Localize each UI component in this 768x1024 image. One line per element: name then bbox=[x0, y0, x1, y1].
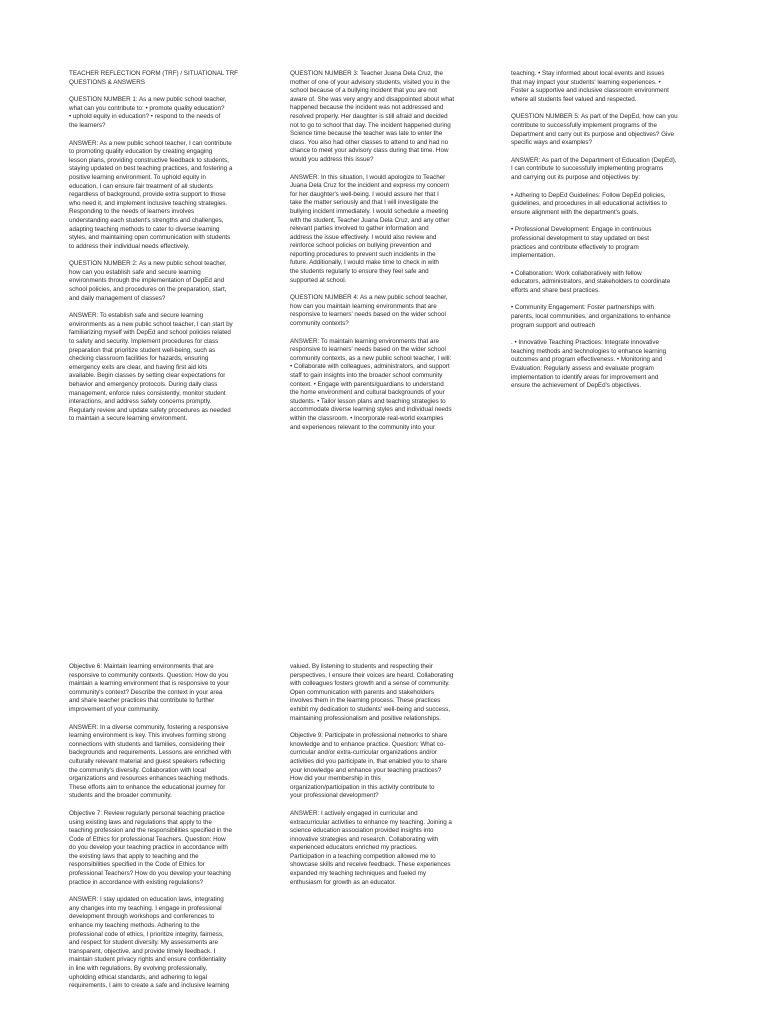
page1-column-2 bbox=[290, 70, 479, 441]
answer-2: ANSWER: To establish safe and secure learning environments as a new public school teacher, I can start by familiarizing myself with DepEd and school policies related to safety and security. Implement procedures for class preparation that prioritize student well-being, such as checking classroom facilities for hazards, ensuring emergency exits are clear, and having first aid kits available. Begin classes by setting clear expectations for behavior and emergency protocols. During daily class management, enforce rules consistently, monitor student interactions, and address safety concerns promptly. Regularly review and update safety procedures as needed to maintain a secure learning environment. bbox=[69, 312, 233, 423]
question-3: QUESTION NUMBER 3: Teacher Juana Dela Cruz, the mother of one of your advisory students, visited you in the school because of a bullying incident that you are not aware of. She was very angry and disappointed about what happened because the incident was not addressed and resolved properly. Her daughter is still afraid and decided not to go to school that day. The incident happened during Science time because the teacher was late to enter the class. You also had other classes to attend to and had no chance to meet your advisory class during that time. How would you address this issue? bbox=[290, 70, 455, 163]
answer-3: ANSWER: In this situation, I would apologize to Teacher Juana Dela Cruz for the incident and express my concern for her daughter's well-being. I would assure her that I take the matter seriously and that I will investigate the bullying incident immediately. I would schedule a meeting with the student, Teacher Juana Dela Cruz, and any other relevant parties involved to gather information and address the issue effectively. I would also review and reinforce school policies on bullying prevention and reporting procedures to prevent such incidents in the future. Additionally, I would make time to check in with the students regularly to ensure they feel safe and supported at school. bbox=[290, 173, 450, 284]
answer-6: ANSWER: In a diverse community, fostering a responsive learning environment is key. This involves forming strong connections with students and families, considering their backgrounds and requirements. Lessons are enriched with culturally relevant material and guest speakers reflecting the community's diversity. Collaboration with local organizations and resources enhances teaching methods. These efforts aim to enhance the educational journey for students and the broader community. bbox=[69, 723, 232, 800]
question-5: QUESTION NUMBER 5: As part of the DepEd, how can you contribute to successfully implement programs of the Department and carry out its purpose and objectives? Give specific ways and examples? bbox=[511, 113, 678, 147]
page1-column-3 bbox=[511, 70, 700, 400]
answer-5-item-innovation: . • Innovative Teaching Practices: Integrate innovative teaching methods and technologies to enhance learning outcomes and program effectiveness. • Monitoring and Evaluation: Regularly assess and evaluate program implementation to identify areas for improvement and ensure the achievement of DepEd's objectives. bbox=[511, 339, 667, 390]
answer-9: ANSWER: I actively engaged in curricular and extracurricular activities to enhance my teaching. Joining a science education association provided insights into innovative strategies and research. Collaborating with experienced educators enriched my practices. Participation in a teaching competition allowed me to showcase skills and receive feedback. These experiences expanded my teaching techniques and fueled my enthusiasm for growth as an educator. bbox=[290, 809, 452, 886]
answer-7: ANSWER: I stay updated on education laws, integrating any changes into my teaching. I engage in professional development through workshops and conferences to enhance my teaching methods. Adhering to the professional code of ethics, I prioritize integrity, fairness, and respect for student diversity. My assessments are transparent, objective, and provide timely feedback. I maintain student privacy rights and ensure confidentiality in line with regulations. By evolving professionally, upholding ethical standards, and adhering to legal requirements, I aim to create a safe and inclusive learning bbox=[69, 896, 230, 990]
question-1: QUESTION NUMBER 1: As a new public school teacher, what can you contribute to: • promote quality education? • uphold equity in education? • respond to the needs of the learners? bbox=[69, 96, 227, 129]
answer-4: ANSWER: To maintain learning environments that are responsive to learners' needs based on the wider school community contexts, as a new public school teacher, I will: • Collaborate with colleagues, administrators, and support staff to gain insights into the broader school community context. • Engage with parents/guardians to understand the home environment and cultural backgrounds of your students. • Tailor lesson plans and teaching strategies to accommodate diverse learning styles and individual needs within the classroom. • Incorporate real-world examples and experiences relevant to the community into your bbox=[290, 337, 452, 431]
answer-continued: valued. By listening to students and respecting their perspectives, I ensure their voices are heard. Collaborating with colleagues fosters growth and a sense of community. Open communication with parents and stakeholders involves them in the learning process. These practices exhibit my dedication to students' well-being and success, maintaining professionalism and positive relationships. bbox=[290, 663, 454, 722]
page1-column-1 bbox=[69, 70, 258, 433]
answer-5-intro: ANSWER: As part of the Department of Education (DepEd), I can contribute to successfully implementing programs and carrying out its purpose and objectives by: bbox=[511, 156, 677, 181]
answer-5-item-community: • Community Engagement: Foster partnerships with parents, local communities, and organizations to enhance program support and outreach bbox=[511, 304, 671, 329]
answer-4-continued: teaching. • Stay informed about local events and issues that may impact your students' learning experiences. • Foster a supportive and inclusive classroom environment where all students feel valued and respected. bbox=[511, 70, 669, 103]
question-4: QUESTION NUMBER 4: As a new public school teacher, how can you maintain learning environments that are responsive to learners' needs based on the wider school community contexts? bbox=[290, 294, 448, 328]
page2-column-1 bbox=[69, 663, 258, 1000]
objective-7: Objective 7: Review regularly personal teaching practice using existing laws and regulations that apply to the teaching profession and the responsibilities specified in the Code of Ethics for professional Teachers. Question: How do you develop your teaching practice in accordance with the existing laws that apply to teaching and the responsibilities specified in the Code of Ethics for professional Teachers? How do you develop your teaching practice in accordance with existing regulations? bbox=[69, 809, 232, 886]
page2-column-2 bbox=[290, 663, 479, 896]
objective-9: Objective 9: Participate in professional networks to share knowledge and to enhance practice. Question: What co- curricular and/or extra-curricular organizations and/or activities did you participate in, that enabled you to share your knowledge and enhance your teaching practices? How did your membership in this organization/participation in this activity contribute to your professional development? bbox=[290, 732, 448, 800]
answer-5-item-guidelines: • Adhering to DepEd Guidelines: Follow DepEd policies, guidelines, and procedures in all educational activities to ensure alignment with the department's goals. bbox=[511, 191, 667, 216]
answer-1: ANSWER: As a new public school teacher, I can contribute to promoting quality education by creating engaging lesson plans, providing constructive feedback to students, staying updated on best teaching practices, and fostering a positive learning environment. To uphold equity in education, I can ensure fair treatment of all students regardless of background, provide extra support to those who need it, and implement inclusive teaching strategies. Responding to the needs of learners involves understanding each student's strengths and challenges, adapting teaching methods to cater to diverse learning styles, and maintaining open communication with students to address their individual needs effectively. bbox=[69, 139, 233, 250]
answer-5-item-collaboration: • Collaboration: Work collaboratively with fellow educators, administrators, and stakeholders to coordinate efforts and share best practices. bbox=[511, 269, 671, 294]
document-title: TEACHER REFLECTION FORM (TRF) / SITUATIONAL TRF QUESTIONS & ANSWERS bbox=[69, 70, 238, 86]
objective-6: Objective 6: Maintain learning environments that are responsive to community contexts. Question: How do you maintain a learning environment that is responsive to your community's context? Describe the context in your area and share teacher practices that contribute to further improvement of your community. bbox=[69, 663, 230, 713]
question-2: QUESTION NUMBER 2: As a new public school teacher, how can you establish safe and secure learning environments through the implementation of DepEd and school policies, and procedures on the preparation, start, and daily management of classes? bbox=[69, 260, 227, 302]
answer-5-item-development: • Professional Development: Engage in continuous professional development to stay updated on best practices and contribute effectively to program implementation. bbox=[511, 226, 652, 260]
